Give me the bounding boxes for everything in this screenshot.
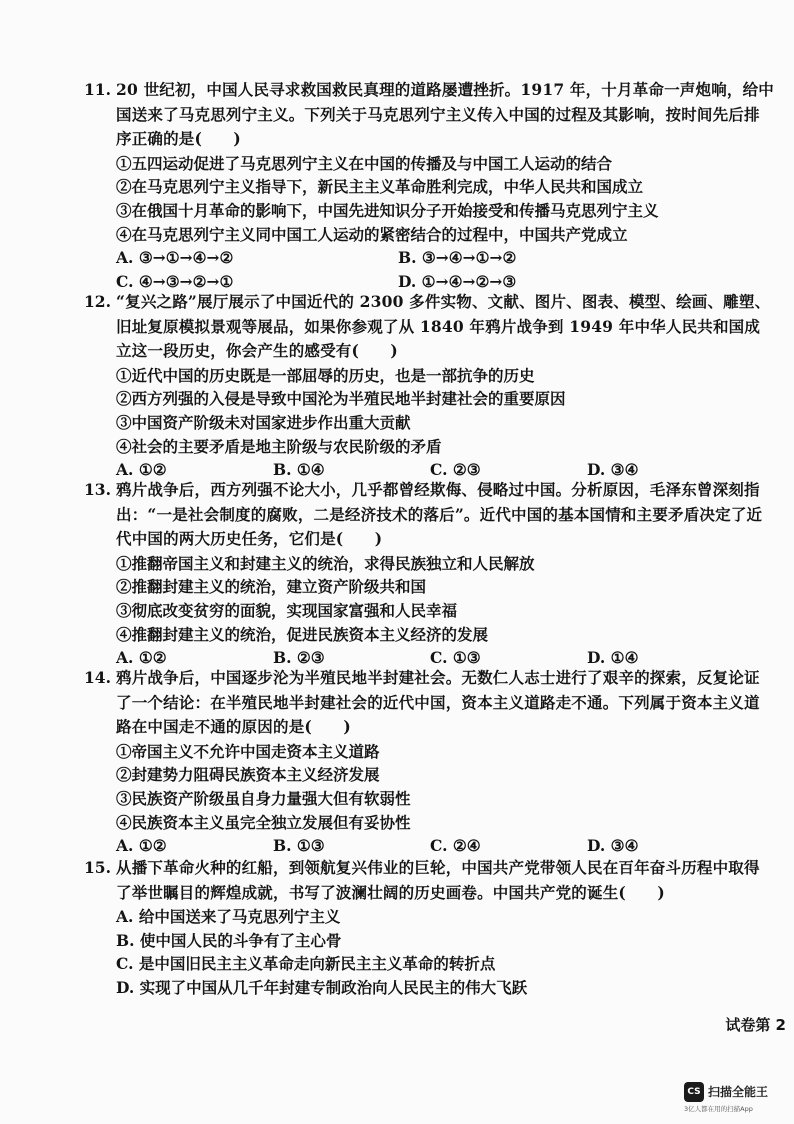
question-number: 12.: [84, 292, 111, 311]
statement-3: ③彻底改变贫穷的面貌，实现国家富强和人民幸福: [116, 600, 458, 620]
option-b[interactable]: B. ①③: [273, 836, 325, 856]
watermark-brand: 扫描全能王: [708, 1085, 769, 1099]
question-number: 13.: [84, 480, 111, 499]
camscanner-logo-icon: CS: [684, 1082, 704, 1102]
question-15: [84, 856, 774, 1000]
statement-2: ②西方列强的入侵是导致中国沦为半殖民地半封建社会的重要原因: [116, 389, 566, 409]
option-b[interactable]: B. 使中国人民的斗争有了主心骨: [116, 930, 342, 950]
question-number: 15.: [84, 858, 111, 877]
statement-4: ④在马克思列宁主义同中国工人运动的紧密结合的过程中，中国共产党成立: [116, 224, 628, 244]
option-d[interactable]: D. ①④: [587, 648, 639, 668]
question-stem: [84, 478, 774, 552]
option-a[interactable]: A. ①②: [116, 460, 167, 480]
option-b[interactable]: B. ②③: [273, 648, 325, 668]
scanner-watermark: [684, 1080, 790, 1116]
question-14: [84, 666, 774, 858]
watermark-slogan: 3亿人都在用的扫描App: [684, 1105, 753, 1113]
question-text: “复兴之路”展厅展示了中国近代的 2300 多件实物、文献、图片、图表、模型、绘画、雕塑、旧址复原模拟景观等展品，如果你参观了从 1840 年鸦片战争到 1949 年中华人民共和国成立这一段历史，你会产生的感受有( ): [116, 292, 771, 361]
option-a[interactable]: A. ①②: [116, 836, 167, 856]
option-a[interactable]: A. 给中国送来了马克思列宁主义: [116, 907, 341, 927]
option-a[interactable]: A. ③→①→④→②: [116, 248, 234, 268]
option-d[interactable]: D. 实现了中国从几千年封建专制政治向人民民主的伟大飞跃: [116, 977, 528, 997]
statement-1: ①推翻帝国主义和封建主义的统治，求得民族独立和人民解放: [116, 553, 535, 573]
statement-1: ①近代中国的历史既是一部屈辱的历史，也是一部抗争的历史: [116, 365, 535, 385]
statement-3: ③民族资产阶级虽自身力量强大但有软弱性: [116, 788, 411, 808]
statement-1: ①五四运动促进了马克思列宁主义在中国的传播及与中国工人运动的结合: [116, 153, 613, 173]
option-c[interactable]: C. ④→③→②→①: [116, 271, 234, 291]
options-row: [84, 834, 774, 858]
question-11: [84, 78, 774, 293]
option-d[interactable]: D. ③④: [587, 460, 639, 480]
question-number: 11.: [84, 80, 111, 99]
question-stem: [84, 666, 774, 740]
question-number: 14.: [84, 668, 111, 687]
question-13: [84, 478, 774, 670]
question-text: 从播下革命火种的红船，到领航复兴伟业的巨轮，中国共产党带领人民在百年奋斗历程中取得了举世瞩目的辉煌成就，书写了波澜壮阔的历史画卷。中国共产党的诞生( ): [116, 858, 760, 902]
statement-4: ④推翻封建主义的统治，促进民族资本主义经济的发展: [116, 624, 489, 644]
question-stem: [84, 78, 774, 152]
option-c[interactable]: C. ②④: [430, 836, 481, 856]
option-d[interactable]: D. ①→④→②→③: [398, 271, 517, 291]
statement-1: ①帝国主义不允许中国走资本主义道路: [116, 741, 380, 761]
option-c[interactable]: C. ②③: [430, 460, 481, 480]
statement-2: ②在马克思列宁主义指导下，新民主主义革命胜利完成，中华人民共和国成立: [116, 177, 644, 197]
statement-4: ④民族资本主义虽完全独立发展但有妥协性: [116, 812, 411, 832]
question-stem: [84, 856, 774, 905]
option-c[interactable]: C. ①③: [430, 648, 481, 668]
statement-4: ④社会的主要矛盾是地主阶级与农民阶级的矛盾: [116, 436, 442, 456]
statement-3: ③在俄国十月革命的影响下，中国先进知识分子开始接受和传播马克思列宁主义: [116, 200, 659, 220]
statement-2: ②推翻封建主义的统治，建立资产阶级共和国: [116, 577, 427, 597]
option-c[interactable]: C. 是中国旧民主主义革命走向新民主主义革命的转折点: [116, 954, 496, 974]
question-text: 鸦片战争后，中国逐步沦为半殖民地半封建社会。无数仁人志士进行了艰辛的探索，反复论证了一个结论：在半殖民地半封建社会的近代中国，资本主义道路走不通。下列属于资本主义道路在中国走不通的原因的是( ): [116, 668, 760, 737]
option-b[interactable]: B. ①④: [273, 460, 325, 480]
question-stem: [84, 290, 774, 364]
page-number: 试卷第 2: [725, 1016, 786, 1034]
options-row: [84, 246, 774, 270]
statement-2: ②封建势力阻碍民族资本主义经济发展: [116, 765, 380, 785]
question-12: [84, 290, 774, 482]
option-d[interactable]: D. ③④: [587, 836, 639, 856]
question-text: 鸦片战争后，西方列强不论大小，几乎都曾经欺侮、侵略过中国。分析原因，毛泽东曾深刻指出：“一是社会制度的腐败，二是经济技术的落后”。近代中国的基本国情和主要矛盾决定了近代中国的两大历史任务，它们是( ): [116, 480, 763, 549]
option-b[interactable]: B. ③→④→①→②: [398, 248, 517, 268]
statement-3: ③中国资产阶级未对国家进步作出重大贡献: [116, 412, 411, 432]
question-text: 20 世纪初，中国人民寻求救国救民真理的道路屡遭挫折。1917 年，十月革命一声炮响，给中国送来了马克思列宁主义。下列关于马克思列宁主义传入中国的过程及其影响，按时间先后排序正确的是( ): [116, 80, 775, 149]
option-a[interactable]: A. ①②: [116, 648, 167, 668]
